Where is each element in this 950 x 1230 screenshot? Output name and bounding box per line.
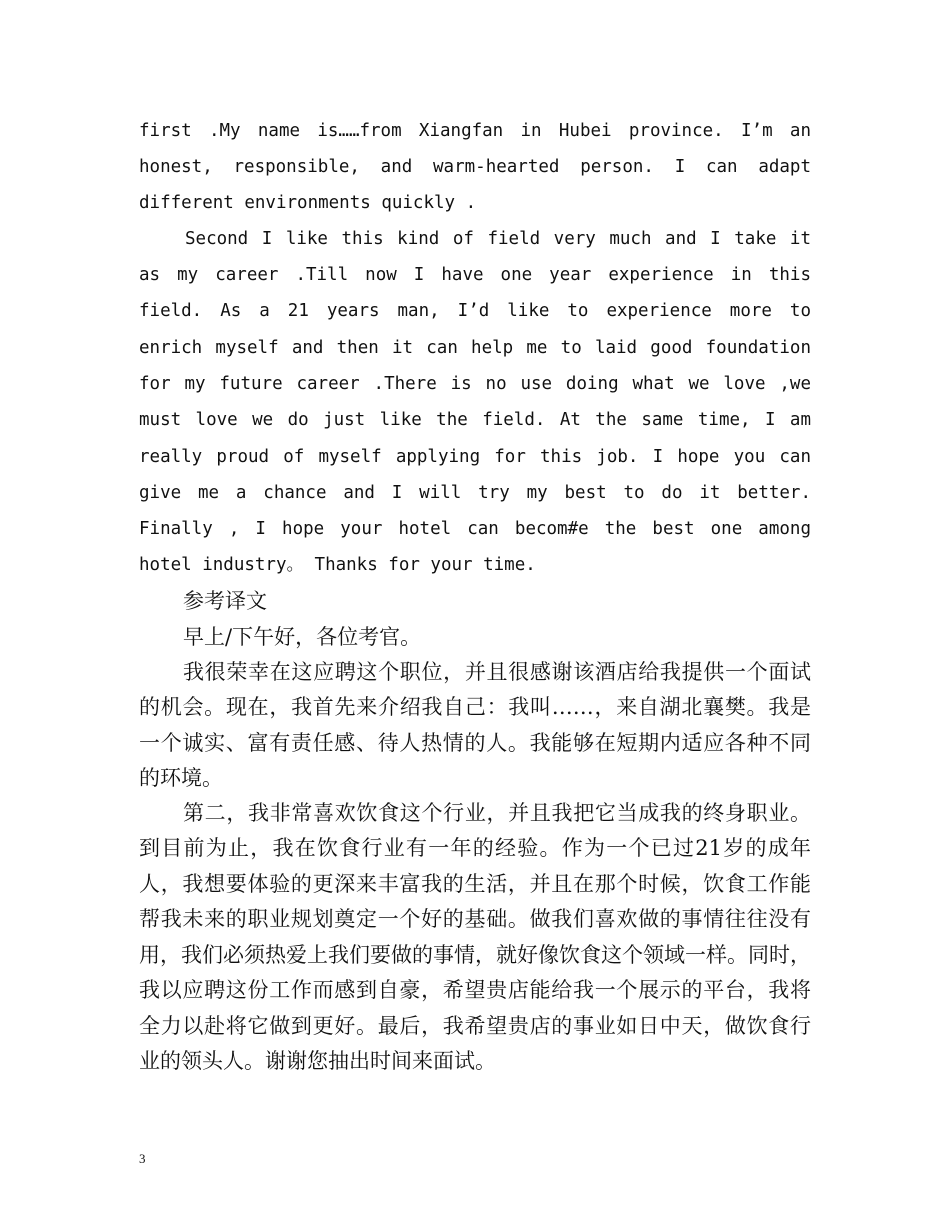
chinese-line: 我很荣幸在这应聘这个职位，并且很感谢该酒店给我提供一个面试 [183, 660, 811, 684]
english-line: different environments quickly . [139, 193, 477, 213]
english-line: really proud of myself applying for this job. I hope you can [139, 447, 811, 467]
english-line: field. As a 21 years man, I’d like to experience more to [139, 301, 811, 321]
chinese-line: 人，我想要体验的更深来丰富我的生活，并且在那个时候，饮食工作能 [139, 872, 811, 896]
chinese-line: 帮我未来的职业规划奠定一个好的基础。做我们喜欢做的事情往往没有 [139, 907, 811, 931]
chinese-line: 全力以赴将它做到更好。最后，我希望贵店的事业如日中天，做饮食行 [139, 1014, 811, 1038]
chinese-line: 的机会。现在，我首先来介绍我自己：我叫……，来自湖北襄樊。我是 [139, 695, 811, 719]
chinese-line: 用，我们必须热爱上我们要做的事情，就好像饮食这个领域一样。同时， [139, 943, 811, 967]
chinese-line: 业的领头人。谢谢您抽出时间来面试。 [139, 1049, 496, 1073]
english-line: for my future career .There is no use doing what we love ,we [139, 374, 811, 394]
english-line: enrich myself and then it can help me to laid good foundation [139, 338, 811, 358]
english-line: hotel industry。 Thanks for your time. [139, 555, 536, 575]
english-line: Second I like this kind of field very much and I take it [185, 229, 811, 249]
english-line: first .My name is……from Xiangfan in Hubei province. I’m an [139, 121, 811, 141]
english-line: honest, responsible, and warm-hearted person. I can adapt [139, 157, 811, 177]
chinese-line: 早上/下午好，各位考官。 [183, 625, 422, 649]
chinese-line: 一个诚实、富有责任感、待人热情的人。我能够在短期内适应各种不同 [139, 731, 811, 755]
chinese-line: 我以应聘这份工作而感到自豪，希望贵店能给我一个展示的平台，我将 [139, 978, 811, 1002]
translation-heading: 参考译文 [183, 589, 267, 613]
chinese-line: 的环境。 [139, 766, 223, 790]
chinese-line: 到目前为止，我在饮食行业有一年的经验。作为一个已过21岁的成年 [139, 836, 811, 860]
chinese-line: 第二，我非常喜欢饮食这个行业，并且我把它当成我的终身职业。 [183, 801, 811, 825]
english-line: as my career .Till now I have one year experience in this [139, 265, 811, 285]
english-line: must love we do just like the field. At the same time, I am [139, 410, 811, 430]
english-line: Finally , I hope your hotel can becom#e the best one among [139, 519, 811, 539]
english-line: give me a chance and I will try my best to do it better. [139, 483, 811, 503]
page-number: 3 [139, 1151, 146, 1166]
